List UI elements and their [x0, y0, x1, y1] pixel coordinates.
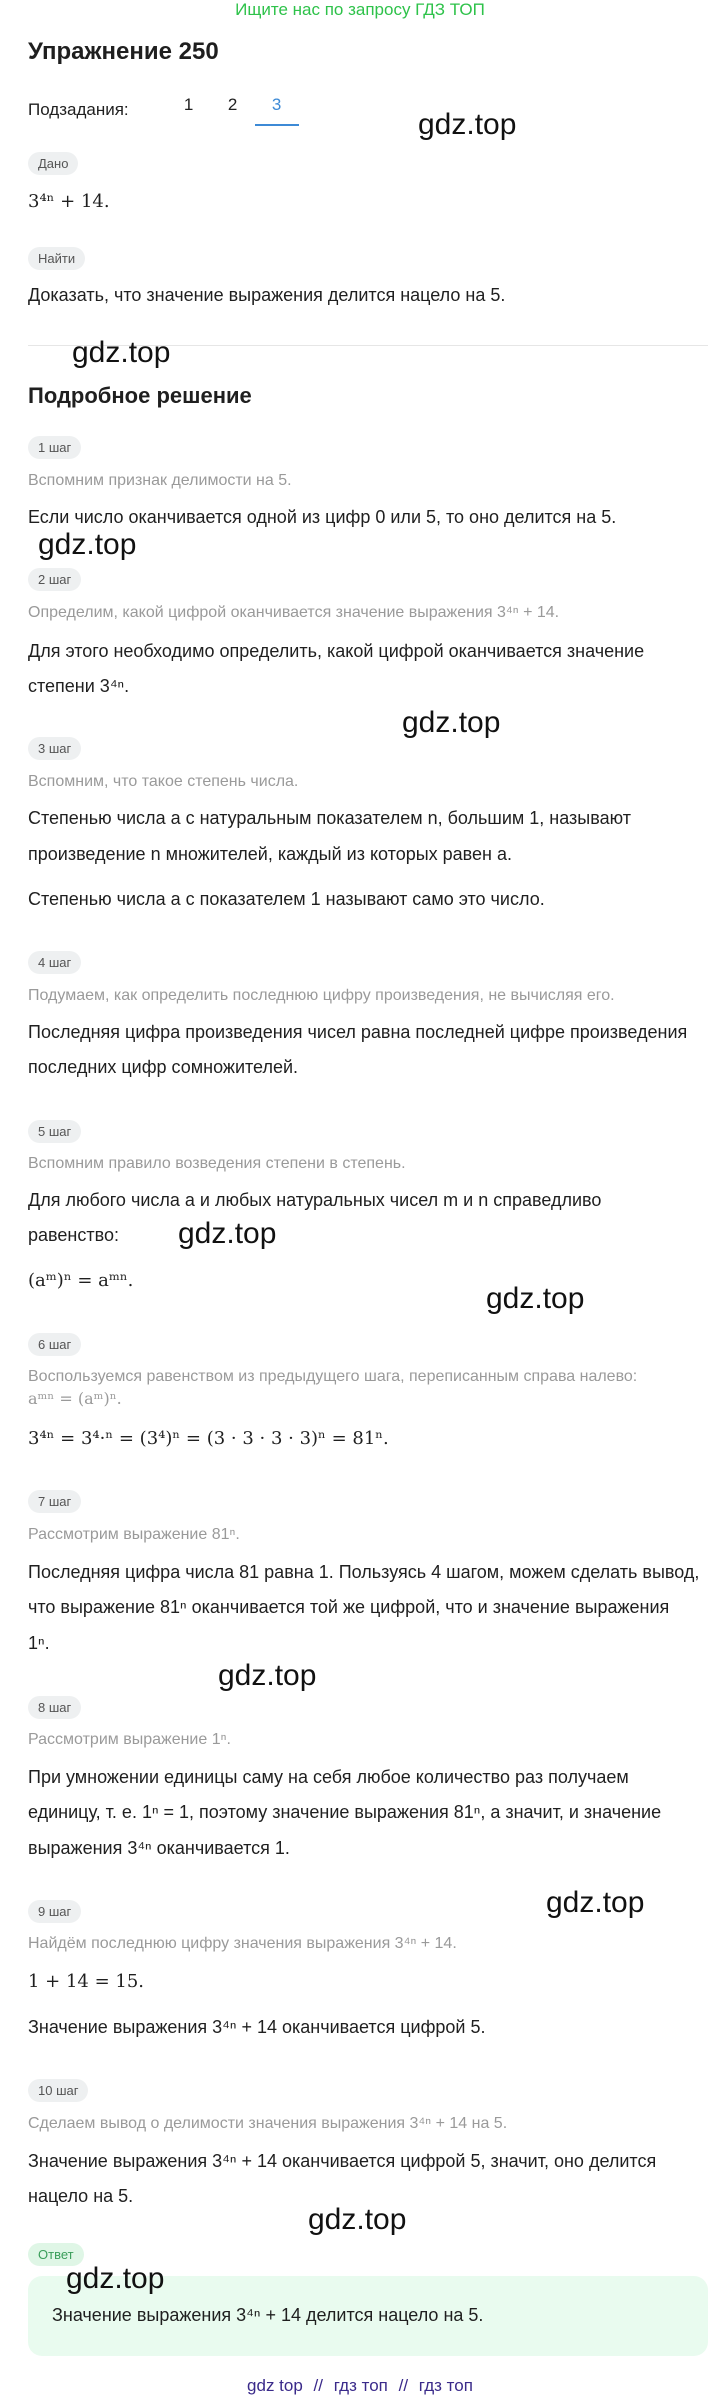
step-7-hint: Рассмотрим выражение 81ⁿ.: [28, 1526, 240, 1543]
step-9-hint: Найдём последнюю цифру значения выражения 3⁴ⁿ + 14.: [28, 1935, 457, 1952]
watermark: gdz.top: [418, 108, 517, 141]
step-1-hint: Вспомним признак делимости на 5.: [28, 472, 292, 489]
answer-text: Значение выражения 3⁴ⁿ + 14 делится нацело на 5.: [52, 2305, 484, 2325]
step-8-line: выражения 3⁴ⁿ оканчивается 1.: [28, 1838, 290, 1858]
step-10-hint: Сделаем вывод о делимости значения выражения 3⁴ⁿ + 14 на 5.: [28, 2115, 508, 2132]
tab-subtask-2[interactable]: 2: [227, 95, 238, 114]
step-6-hint-formula: aᵐⁿ = (aᵐ)ⁿ.: [28, 1389, 122, 1408]
step-6-hint: Воспользуемся равенством из предыдущего шага, переписанным справа налево:: [28, 1368, 638, 1385]
step-10-line: нацело на 5.: [28, 2186, 134, 2206]
watermark: gdz.top: [66, 2262, 165, 2295]
answer-badge: Ответ: [28, 2243, 84, 2266]
footer-link[interactable]: гдз топ: [333, 2376, 388, 2395]
watermark: gdz.top: [72, 336, 171, 369]
step-2-line: степени 3⁴ⁿ.: [28, 676, 130, 696]
step-7-badge: 7 шаг: [28, 1490, 81, 1513]
step-5-formula: (aᵐ)ⁿ = aᵐⁿ.: [28, 1270, 134, 1291]
subtasks-nav: [28, 94, 299, 126]
given-expression: 3⁴ⁿ + 14.: [28, 191, 110, 212]
find-text: Доказать, что значение выражения делится нацело на 5.: [28, 285, 506, 305]
watermark: gdz.top: [402, 706, 501, 739]
step-7-line: что выражение 81ⁿ оканчивается той же цифрой, что и значение выражения: [28, 1597, 670, 1617]
step-6-badge: 6 шаг: [28, 1333, 81, 1356]
step-2-badge: 2 шаг: [28, 568, 81, 591]
step-1-line: Если число оканчивается одной из цифр 0 или 5, то оно делится на 5.: [28, 507, 617, 527]
step-6-formula: 3⁴ⁿ = 3⁴·ⁿ = (3⁴)ⁿ = (3 · 3 · 3 · 3)ⁿ = 81ⁿ.: [28, 1428, 389, 1449]
footer-separator: //: [398, 2376, 409, 2395]
step-8-hint: Рассмотрим выражение 1ⁿ.: [28, 1731, 231, 1748]
step-1-badge: 1 шаг: [28, 436, 81, 459]
step-4-badge: 4 шаг: [28, 951, 81, 974]
watermark: gdz.top: [178, 1217, 277, 1250]
step-5-line: Для любого числа a и любых натуральных чисел m и n справедливо: [28, 1190, 602, 1210]
step-5-hint: Вспомним правило возведения степени в степень.: [28, 1155, 406, 1172]
footer-separator: //: [313, 2376, 323, 2395]
step-8-line: единицу, т. е. 1ⁿ = 1, поэтому значение выражения 81ⁿ, а значит, и значение: [28, 1802, 662, 1822]
subtasks-label: Подзадания:: [28, 100, 129, 119]
watermark: gdz.top: [218, 1659, 317, 1692]
step-8-badge: 8 шаг: [28, 1696, 81, 1719]
step-5-badge: 5 шаг: [28, 1120, 81, 1143]
step-10-line: Значение выражения 3⁴ⁿ + 14 оканчивается цифрой 5, значит, оно делится: [28, 2151, 657, 2171]
step-3-hint: Вспомним, что такое степень числа.: [28, 773, 299, 790]
step-2-line: Для этого необходимо определить, какой цифрой оканчивается значение: [28, 641, 645, 661]
step-9-badge: 9 шаг: [28, 1900, 81, 1923]
footer-link[interactable]: гдз топ: [418, 2376, 473, 2395]
step-7-line: Последняя цифра числа 81 равна 1. Пользуясь 4 шагом, можем сделать вывод,: [28, 1562, 700, 1582]
step-4-line: последних цифр сомножителей.: [28, 1057, 299, 1077]
tab-subtask-3[interactable]: 3: [255, 94, 299, 126]
step-8-line: При умножении единицы саму на себя любое количество раз получаем: [28, 1767, 629, 1787]
find-badge: Найти: [28, 247, 85, 270]
step-9-line: Значение выражения 3⁴ⁿ + 14 оканчивается цифрой 5.: [28, 2017, 486, 2037]
step-3-line: Степенью числа a с натуральным показателем n, большим 1, называют: [28, 808, 631, 828]
step-3-badge: 3 шаг: [28, 737, 81, 760]
top-banner: Ищите нас по запросу ГДЗ ТОП: [235, 0, 485, 19]
step-9-line: 1 + 14 = 15.: [28, 1971, 145, 1992]
page-title: Упражнение 250: [28, 38, 219, 65]
watermark: gdz.top: [546, 1886, 645, 1919]
tab-subtask-1[interactable]: 1: [183, 95, 194, 114]
watermark: gdz.top: [38, 528, 137, 561]
step-4-hint: Подумаем, как определить последнюю цифру произведения, не вычисляя его.: [28, 987, 615, 1004]
step-2-hint: Определим, какой цифрой оканчивается значение выражения 3⁴ⁿ + 14.: [28, 604, 560, 621]
step-10-badge: 10 шаг: [28, 2079, 88, 2102]
step-5-line: равенство:: [28, 1225, 119, 1245]
solution-title: Подробное решение: [28, 383, 252, 408]
footer-links: [0, 2376, 720, 2396]
footer-link[interactable]: gdz top: [247, 2376, 303, 2395]
watermark: gdz.top: [486, 1282, 585, 1315]
step-4-line: Последняя цифра произведения чисел равна последней цифре произведения: [28, 1022, 688, 1042]
step-3-line: произведение n множителей, каждый из которых равен a.: [28, 844, 512, 864]
step-3-line: Степенью числа a с показателем 1 называют само это число.: [28, 889, 545, 909]
given-badge: Дано: [28, 152, 78, 175]
watermark: gdz.top: [308, 2203, 407, 2236]
step-7-line: 1ⁿ.: [28, 1633, 50, 1653]
